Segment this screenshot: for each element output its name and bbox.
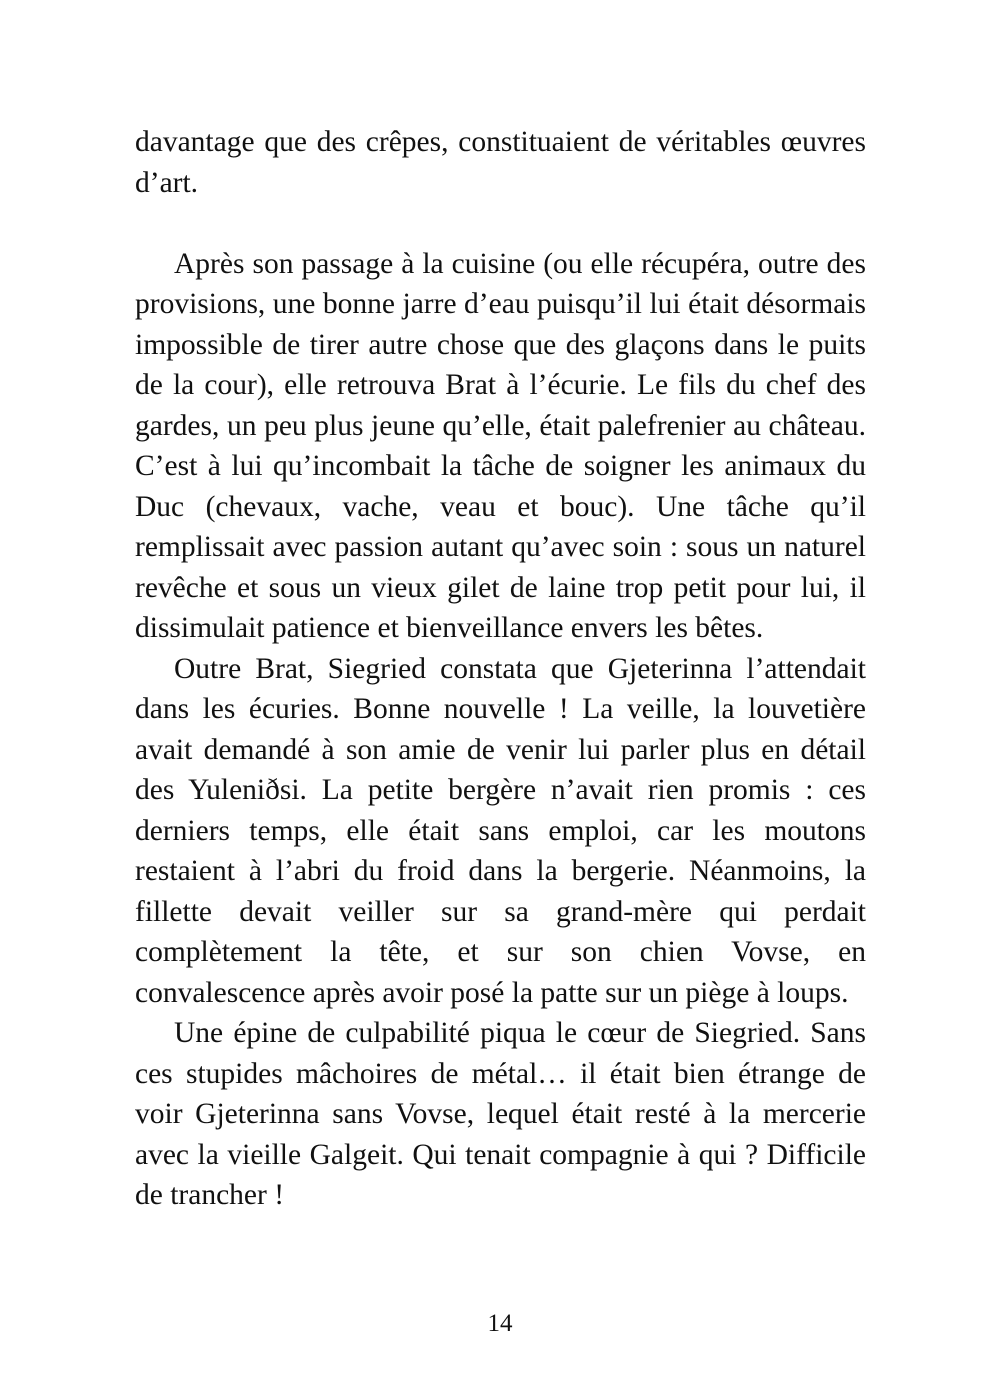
page-number: 14 [487,1310,513,1337]
paragraph-gjeterinna: Outre Brat, Siegried constata que Gjeterinna l’attendait dans les écuries. Bonne nouvelle ! La veille, la louvetière avait demandé à son amie de venir lui parler plus en détail des Yuleniðsi. La petite bergère n’avait rien promis : ces derniers temps, elle était sans emploi, car les moutons restaient à l’abri du froid dans la bergerie. Néanmoins, la fillette devait veiller sur sa grand-mère qui perdait complètement la tête, et sur son chien Vovse, en convalescence après avoir posé la patte sur un piège à loups. [135,652,866,1009]
body-text [135,122,866,1216]
paragraph-continuation: davantage que des crêpes, constituaient de véritables œuvres d’art. [135,126,866,199]
paragraph-kitchen-stable: Après son passage à la cuisine (ou elle récupéra, outre des provisions, une bonne jarre d’eau puisqu’il lui était désormais impossible de tirer autre chose que des glaçons dans le puits de la cour), elle retrouva Brat à l’écurie. Le fils du chef des gardes, un peu plus jeune qu’elle, était palefrenier au château. C’est à lui qu’incombait la tâche de soigner les animaux du Duc (chevaux, vache, veau et bouc). Une tâche qu’il remplissait avec passion autant qu’avec soin : sous un naturel revêche et sous un vieux gilet de laine trop petit pour lui, il dissimulait patience et bienveillance envers les bêtes. [135,247,866,644]
paragraph-guilt: Une épine de culpabilité piqua le cœur de Siegried. Sans ces stupides mâchoires de métal… il était bien étrange de voir Gjeterinna sans Vovse, lequel était resté à la mercerie avec la vieille Galgeit. Qui tenait compagnie à qui ? Difficile de trancher ! [135,1017,866,1211]
